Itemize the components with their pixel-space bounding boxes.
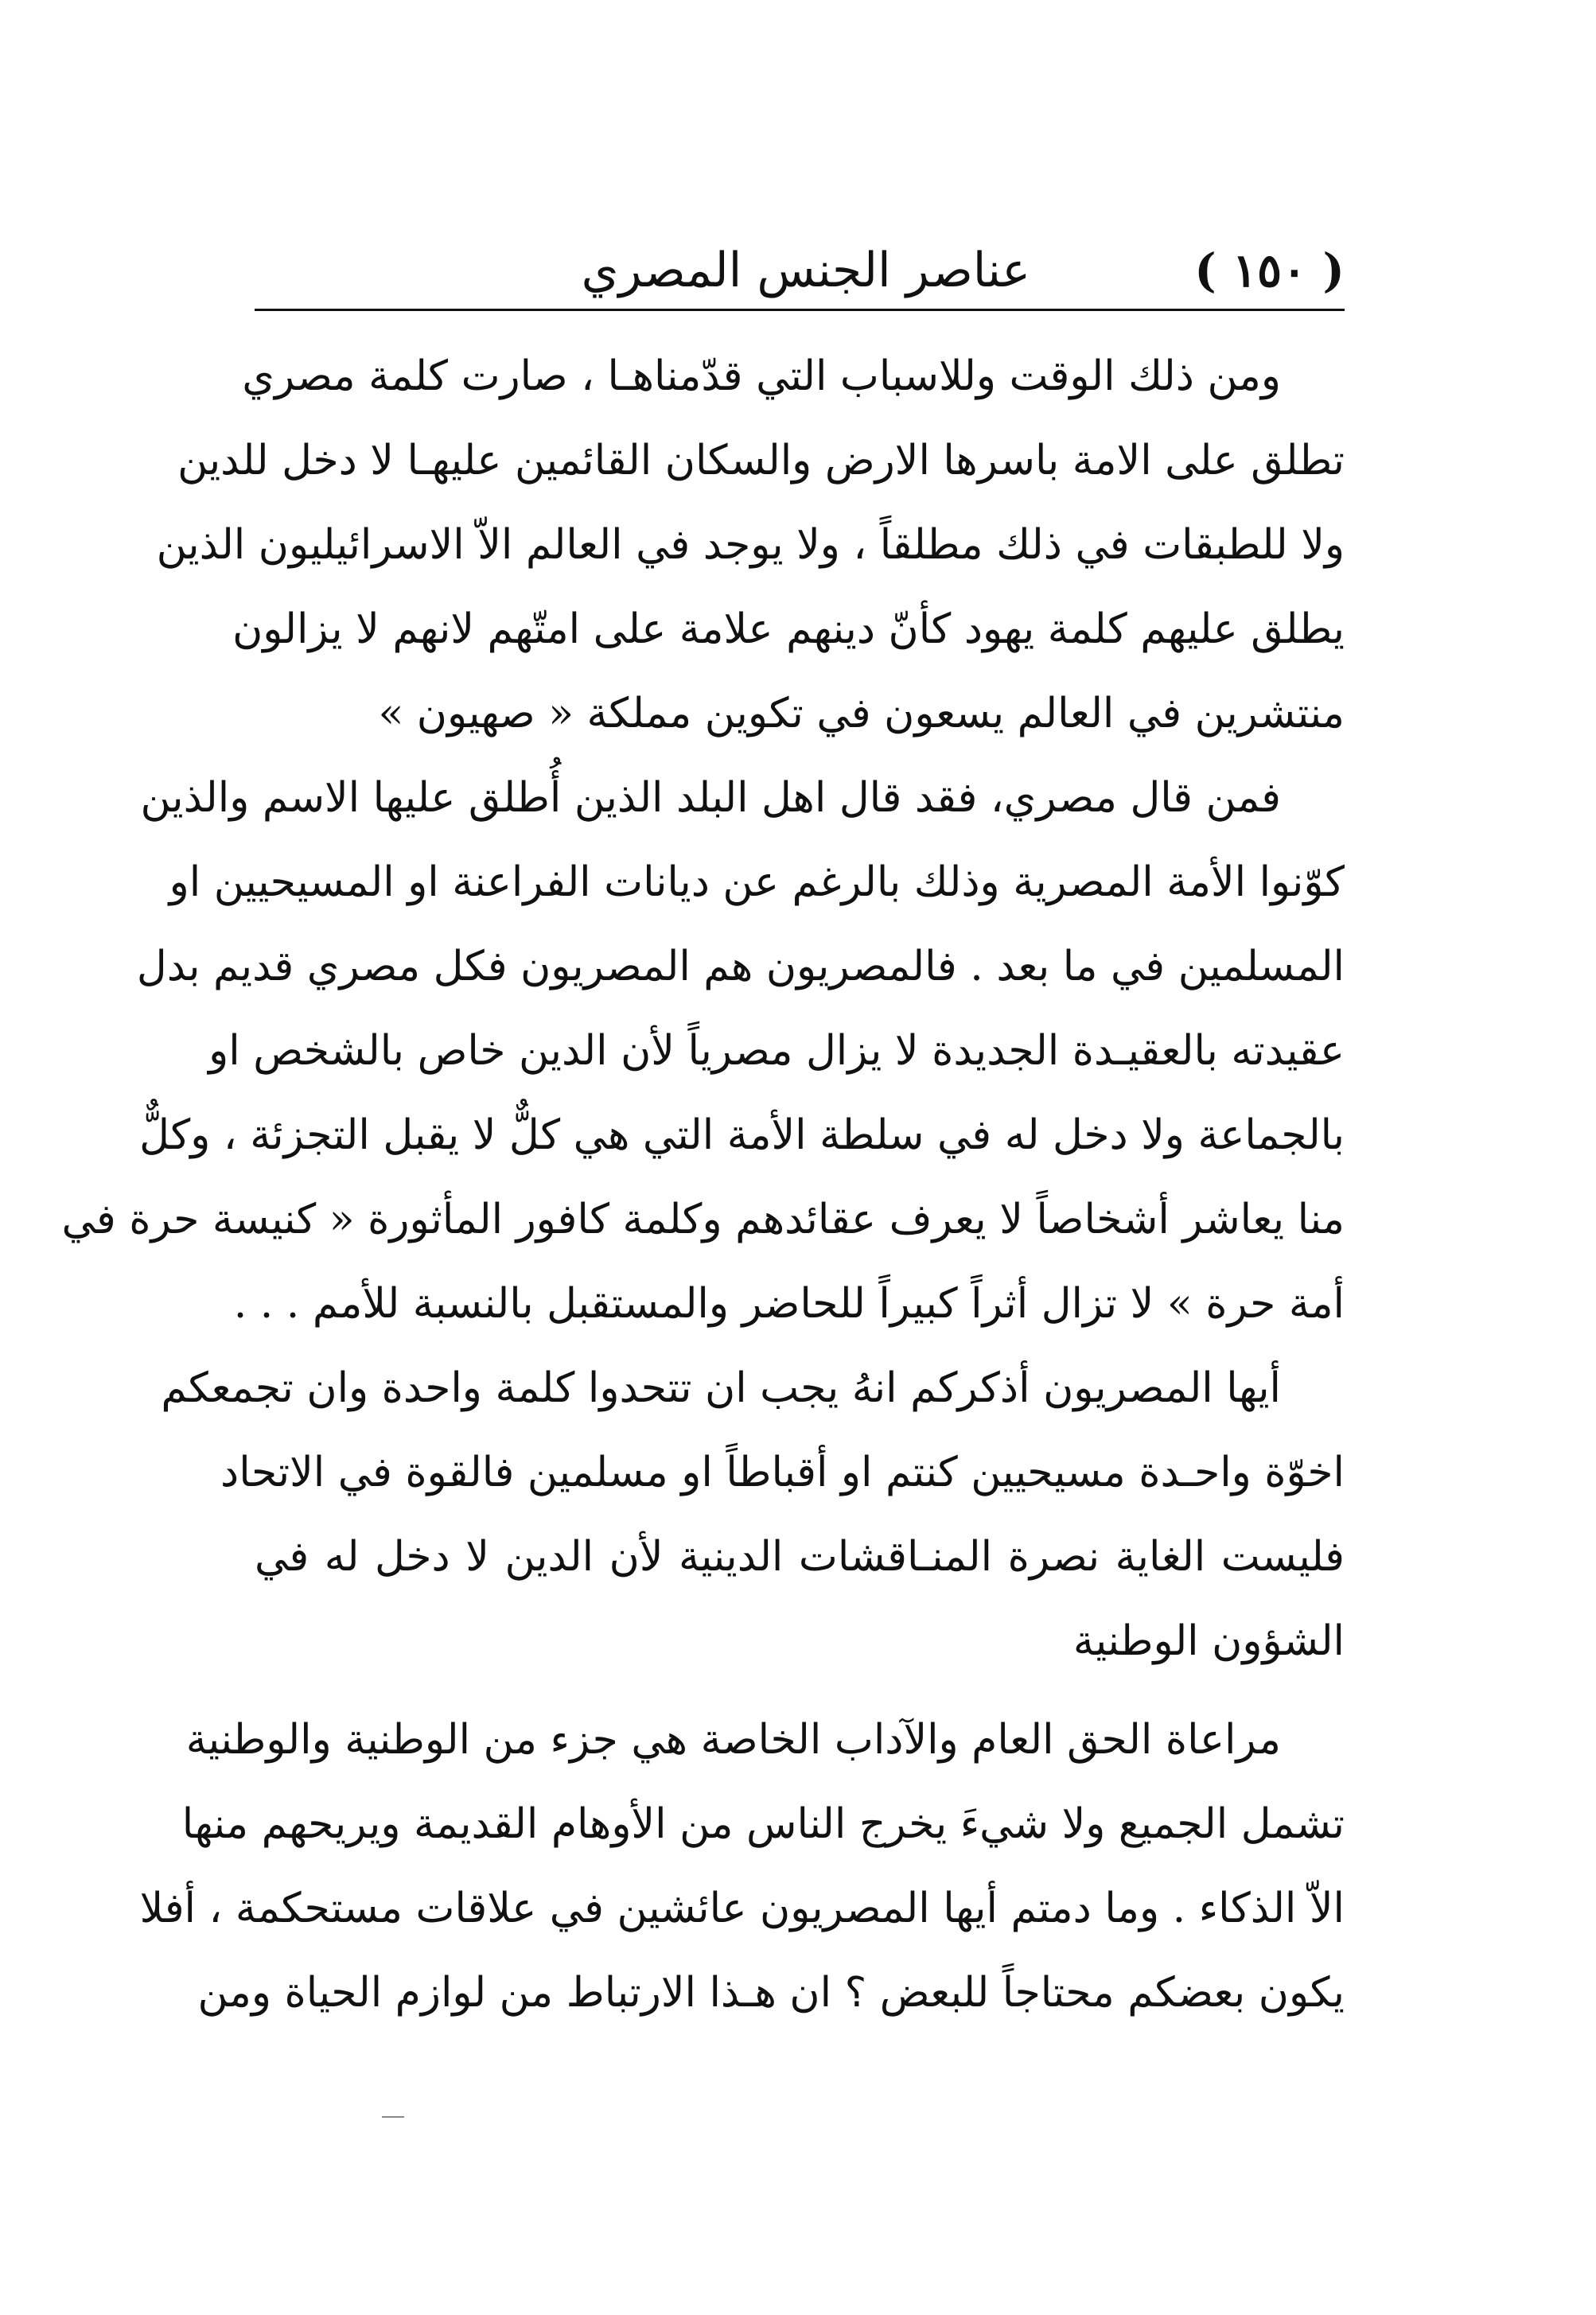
print-mark [382,2116,404,2118]
text-line: الشؤون الوطنية [1072,1617,1345,1665]
running-title: عناصر الجنس المصري [581,243,1030,298]
text-line: تطلق على الامة باسرها الارض والسكان القائمين عليهـا لا دخل للدين [177,437,1345,484]
page-number: ( ١٥٠ ) [1194,243,1345,298]
text-line: فمن قال مصري، فقد قال اهل البلد الذين أُطلق عليها الاسم والذين [140,774,1281,822]
paragraph-4 [139,1698,1345,2035]
text-line: ومن ذلك الوقت وللاسباب التي قدّمناهـا ، صارت كلمة مصري [242,352,1281,400]
text-line: تشمل الجميع ولا شيءَ يخرج الناس من الأوهام القديمة ويريحهم منها [181,1800,1345,1848]
text-line: ولا للطبقات في ذلك مطلقاً ، ولا يوجد في العالم الاّ الاسرائيليون الذين [156,521,1345,569]
body-text [61,334,1345,2035]
text-line: منا يعاشر أشخاصاً لا يعرف عقائدهم وكلمة كافور المأثورة « كنيسة حرة في [61,1196,1345,1243]
paragraph-2 [61,756,1345,1346]
text-line: يطلق عليهم كلمة يهود كأنّ دينهم علامة على امتّهم لانهم لا يزالون [232,605,1345,653]
text-line: يكون بعضكم محتاجاً للبعض ؟ ان هـذا الارتباط من لوازم الحياة ومن [197,1969,1345,2017]
text-line: الاّ الذكاء . وما دمتم أيها المصريون عائشين في علاقات مستحكمة ، أفلا [139,1885,1345,1932]
page-header [255,231,1345,310]
text-line: فليست الغاية نصرة المنـاقشات الدينية لأن الدين لا دخل له في [255,1533,1345,1581]
paragraph-3 [161,1346,1345,1683]
paragraph-gap [255,1683,1345,1698]
text-line: عقيدته بالعقيـدة الجديدة لا يزال مصرياً لأن الدين خاص بالشخص او [208,1027,1345,1075]
text-line: كوّنوا الأمة المصرية وذلك بالرغم عن ديانات الفراعنة او المسيحيين او [169,858,1345,906]
text-line: منتشرين في العالم يسعون في تكوين مملكة « صهيون » [378,690,1345,737]
header-rule [255,309,1345,311]
paragraph-1 [156,334,1345,756]
text-line: بالجماعة ولا دخل له في سلطة الأمة التي هي كلٌّ لا يقبل التجزئة ، وكلٌّ [139,1111,1345,1159]
text-line: أيها المصريون أذكركم انهُ يجب ان تتحدوا كلمة واحدة وان تجمعكم [161,1364,1281,1412]
text-line: اخوّة واحـدة مسيحيين كنتم او أقباطاً او مسلمين فالقوة في الاتحاد [220,1449,1345,1496]
text-line: مراعاة الحق العام والآداب الخاصة هي جزء من الوطنية والوطنية [185,1716,1281,1764]
text-line: المسلمين في ما بعد . فالمصريون هم المصريون فكل مصري قديم بدل [136,943,1345,990]
text-line: أمة حرة » لا تزال أثراً كبيراً للحاضر والمستقبل بالنسبة للأمم . . . [233,1280,1345,1328]
